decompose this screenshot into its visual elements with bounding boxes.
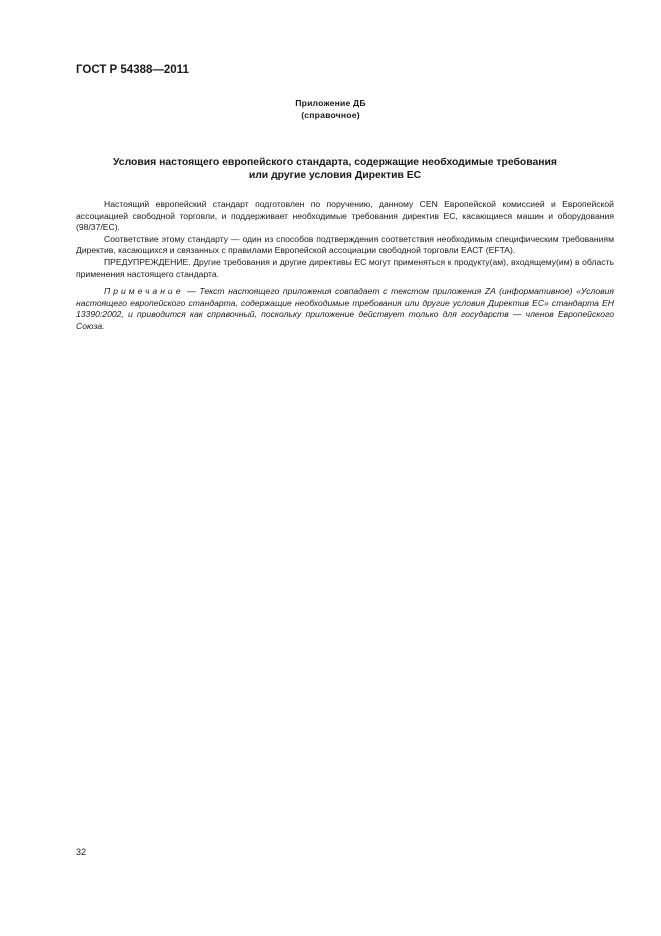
section-title-line-1: Условия настоящего европейского стандарта, содержащие необходимые требования — [113, 157, 557, 168]
paragraph: Настоящий европейский стандарт подготовлен по поручению, данному CEN Европейской комиссией и Европейской ассоциацией свободной торговли, и поддерживает необходимые требования директив ЕС, касающиеся машин и оборудования (98/37/EC). — [76, 199, 614, 233]
annex-label: Приложение ДБ — [295, 98, 366, 108]
note-text: — Текст настоящего приложения совпадает с текстом приложения ZA (информативное) «Условия настоящего европейского стандарта, содержащие необходимые требования или другие условия Директив ЕС» стандарта ЕН 13390:2002, и приводится как справочный, поскольку приложение действует только для государств — членов Европейского Союза. — [76, 286, 614, 331]
body-text — [76, 199, 614, 333]
paragraph: Соответствие этому стандарту — один из способов подтверждения соответствия необходимым специфическим требованиям Директив, касающихся и связанных с правилами Европейской ассоциации свободной торговли ЕАСТ (EFTA). — [76, 233, 614, 256]
annex-heading — [0, 97, 661, 121]
note-label: Примечание — [104, 286, 184, 297]
paragraph: ПРЕДУПРЕЖДЕНИЕ. Другие требования и другие директивы ЕС могут применяться к продукту(ам), входящему(им) в область применения настоящего стандарта. — [76, 256, 614, 279]
section-title-line-2: или другие условия Директив ЕС — [248, 170, 422, 181]
document-header: ГОСТ Р 54388—2011 — [76, 64, 189, 76]
annex-type: (справочное) — [301, 110, 360, 120]
section-title — [80, 156, 590, 182]
note — [76, 286, 614, 332]
page-number: 32 — [76, 847, 87, 857]
